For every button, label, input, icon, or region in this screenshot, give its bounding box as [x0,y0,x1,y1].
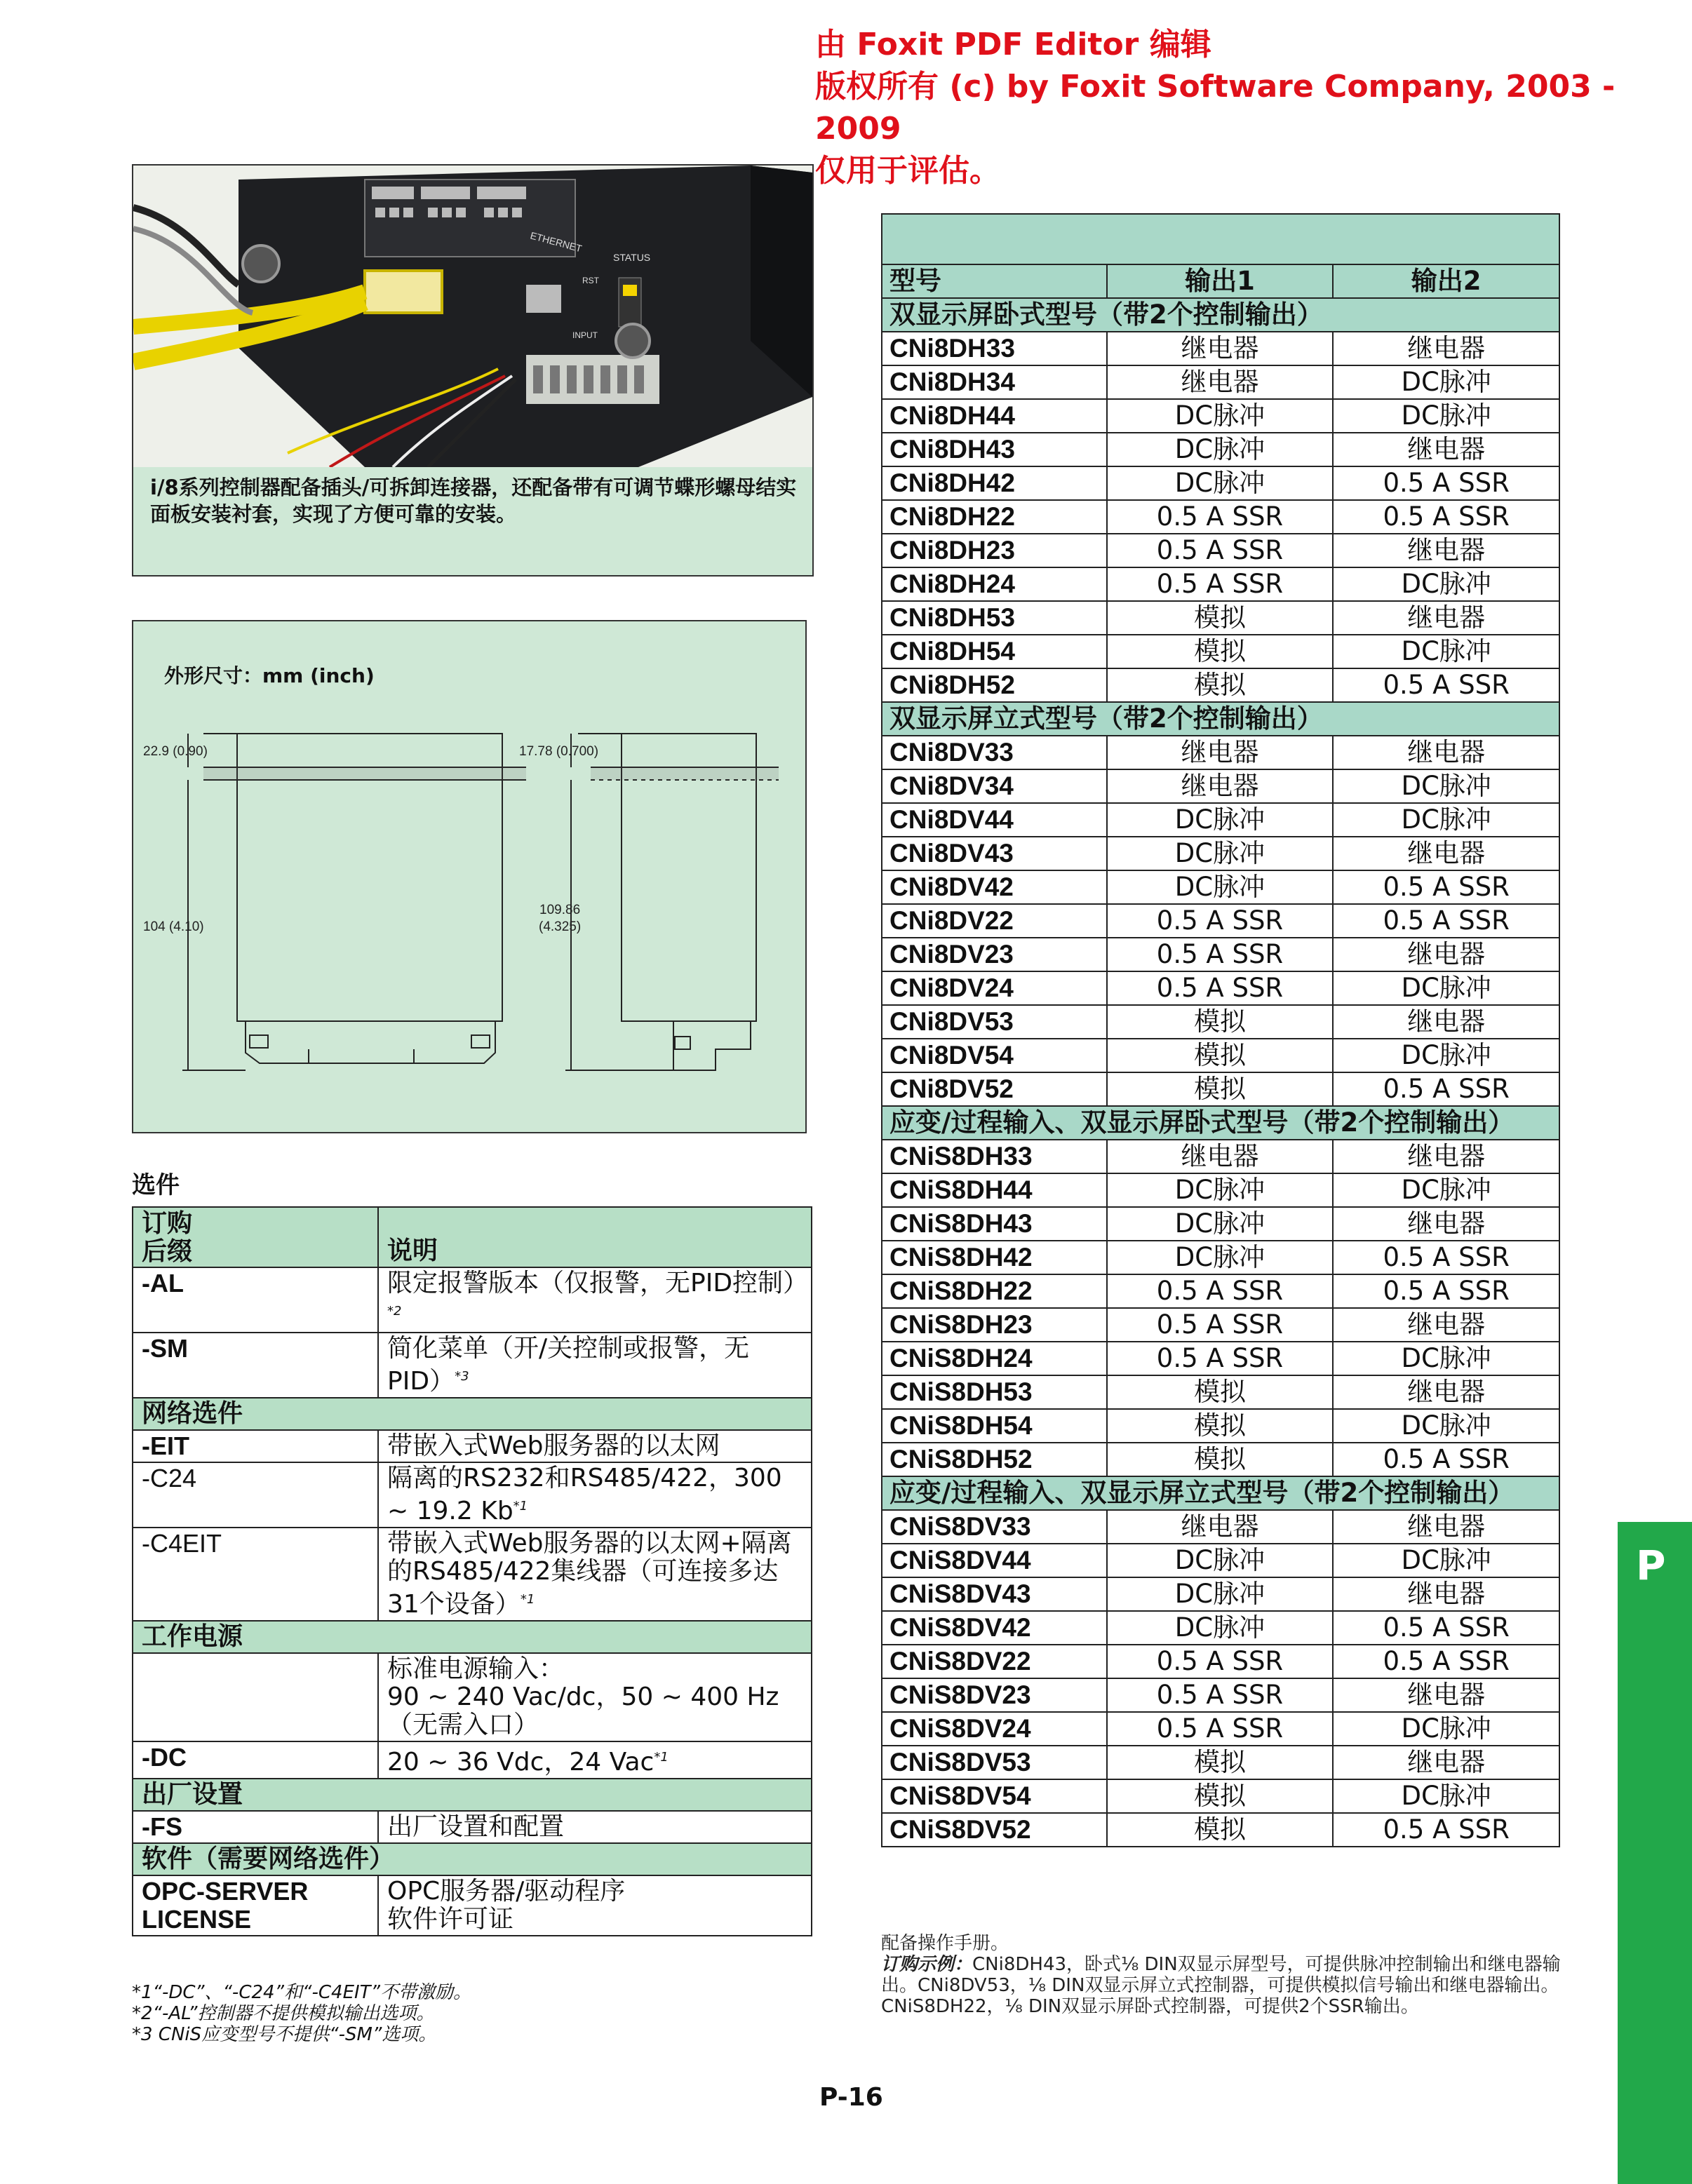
dim-depth-label: 22.9 (0.90) [143,744,208,759]
model-output-1: 0.5 A SSR [1107,567,1334,601]
model-output-1: 0.5 A SSR [1107,971,1334,1005]
dim-height-vertical-label [539,902,581,936]
option-code: OPC-SERVER LICENSE [133,1875,378,1936]
reset-label: RST [582,276,599,285]
model-number: CNi8DH23 [882,534,1107,567]
model-output-2: DC脉冲 [1333,1712,1559,1746]
option-code [133,1653,378,1741]
model-output-1: DC脉冲 [1107,870,1334,904]
option-code: -C24 [133,1462,378,1528]
option-footnote-ref: *1 [520,1592,535,1607]
model-output-2: DC脉冲 [1333,399,1559,433]
options-header-desc: 说明 [378,1207,812,1267]
model-output-1: 继电器 [1107,332,1334,365]
model-row [882,1342,1559,1375]
model-number: CNi8DH52 [882,668,1107,702]
model-output-2: 0.5 A SSR [1333,1443,1559,1476]
model-output-1: DC脉冲 [1107,1544,1334,1577]
ethernet-port-label: ETHERNET [529,229,584,255]
model-output-1: 0.5 A SSR [1107,1274,1334,1308]
model-output-2: 继电器 [1333,736,1559,769]
model-row [882,1072,1559,1106]
options-group-label: 软件（需要网络选件） [133,1843,812,1875]
model-output-1: DC脉冲 [1107,466,1334,500]
footnotes [132,1982,471,2045]
model-number: CNiS8DH42 [882,1241,1107,1274]
options-row [133,1267,812,1333]
model-output-1: 继电器 [1107,769,1334,803]
model-number: CNi8DV34 [882,769,1107,803]
model-output-1: 模拟 [1107,1375,1334,1409]
model-row [882,1409,1559,1443]
model-row [882,1375,1559,1409]
model-number: CNi8DV53 [882,1005,1107,1039]
model-table-header-cell: 输出1 [1107,264,1334,298]
dim-height-label: 104 (4.10) [143,919,204,934]
model-number: CNi8DH34 [882,365,1107,399]
model-row [882,668,1559,702]
model-number: CNiS8DH43 [882,1207,1107,1241]
model-output-1: 模拟 [1107,601,1334,635]
model-row [882,870,1559,904]
model-output-1: DC脉冲 [1107,1241,1334,1274]
model-number: CNi8DV43 [882,837,1107,870]
model-output-2: DC脉冲 [1333,803,1559,837]
model-number: CNiS8DH54 [882,1409,1107,1443]
options-group-label: 出厂设置 [133,1779,812,1811]
model-output-1: 模拟 [1107,668,1334,702]
option-description: 20 ~ 36 Vdc，24 Vac$^{*1}$ [378,1741,812,1779]
watermark-line-3: 仅用于评估。 [815,153,1000,189]
model-output-1: 0.5 A SSR [1107,1645,1334,1678]
options-row [133,1430,812,1462]
model-output-2: DC脉冲 [1333,1409,1559,1443]
model-row [882,1678,1559,1712]
footnote: *2“-AL”控制器不提供模拟输出选项。 [132,2003,435,2024]
model-row [882,567,1559,601]
model-output-1: 0.5 A SSR [1107,1712,1334,1746]
photo-caption: i/8系列控制器配备插头/可拆卸连接器，还配备带有可调节蝶形螺母结实面板安装衬套，实现了方便可靠的安装。 [150,476,797,526]
model-row [882,399,1559,433]
model-row [882,1510,1559,1544]
option-description: 简化菜单（开/关控制或报警，无PID）$^{*3}$ [378,1333,812,1398]
option-description: 隔离的RS232和RS485/422，300 ~ 19.2 Kb$^{*1}$ [378,1462,812,1528]
options-row [133,1653,812,1741]
model-row [882,1207,1559,1241]
option-description: 带嵌入式Web服务器的以太网+隔离的RS485/422集线器（可连接多达31个设备）$^{*1}$ [378,1528,812,1621]
model-number: CNiS8DH52 [882,1443,1107,1476]
model-number: CNi8DV23 [882,938,1107,971]
model-output-1: 继电器 [1107,736,1334,769]
model-row [882,1544,1559,1577]
model-number: CNiS8DH33 [882,1140,1107,1173]
model-table-header-cell: 输出2 [1333,264,1559,298]
foxit-watermark [815,24,1692,192]
option-description: 限定报警版本（仅报警，无PID控制）$^{*2}$ [378,1267,812,1333]
model-group-title: 应变/过程输入、双显示屏立式型号（带2个控制输出） [882,1476,1559,1510]
product-photo-panel [132,164,814,577]
model-output-1: 模拟 [1107,1813,1334,1847]
model-output-1: DC脉冲 [1107,399,1334,433]
model-number: CNi8DV44 [882,803,1107,837]
model-group-row [882,1106,1559,1140]
model-number: CNi8DV42 [882,870,1107,904]
model-row [882,534,1559,567]
model-number: CNiS8DV52 [882,1813,1107,1847]
options-group-row [133,1398,812,1430]
dim-height-vertical-inch: (4.325) [539,919,582,934]
options-row [133,1875,812,1936]
dimension-drawing [133,621,808,1135]
model-row [882,1140,1559,1173]
model-output-2: 0.5 A SSR [1333,500,1559,534]
model-output-2: 继电器 [1333,1207,1559,1241]
model-output-2: 0.5 A SSR [1333,1611,1559,1645]
options-group-row [133,1621,812,1653]
model-row [882,635,1559,668]
model-output-1: 模拟 [1107,1746,1334,1779]
model-group-title: 双显示屏立式型号（带2个控制输出） [882,702,1559,736]
option-code: -AL [133,1267,378,1333]
model-output-1: DC脉冲 [1107,1611,1334,1645]
model-output-2: 继电器 [1333,1375,1559,1409]
model-output-1: 0.5 A SSR [1107,1678,1334,1712]
option-description: OPC服务器/驱动程序 软件许可证 [378,1875,812,1936]
model-output-2: DC脉冲 [1333,1342,1559,1375]
model-row [882,837,1559,870]
model-row [882,1577,1559,1611]
model-number: CNiS8DH24 [882,1342,1107,1375]
model-output-1: 模拟 [1107,1005,1334,1039]
model-number: CNiS8DV43 [882,1577,1107,1611]
model-group-row [882,298,1559,332]
model-number: CNiS8DH22 [882,1274,1107,1308]
model-number: CNiS8DH53 [882,1375,1107,1409]
model-table-header-cell: 型号 [882,264,1107,298]
model-number: CNiS8DH23 [882,1308,1107,1342]
model-number: CNi8DH42 [882,466,1107,500]
model-row [882,332,1559,365]
option-footnote-ref: *3 [455,1369,469,1384]
model-output-2: DC脉冲 [1333,1173,1559,1207]
model-output-1: 0.5 A SSR [1107,904,1334,938]
dim-depth-vertical-label: 17.78 (0.700) [519,744,599,759]
model-number: CNiS8DV23 [882,1678,1107,1712]
option-code: -SM [133,1333,378,1398]
model-output-2: 继电器 [1333,534,1559,567]
model-group-row [882,1476,1559,1510]
section-side-tab [1618,1522,1692,2184]
footnote: *1“-DC”、“-C24”和“-C4EIT”不带激励。 [132,1982,472,2003]
manual-note: 配备操作手册。 [881,1933,1009,1954]
model-group-title: 双显示屏卧式型号（带2个控制输出） [882,298,1559,332]
model-number: CNi8DH22 [882,500,1107,534]
model-row [882,1308,1559,1342]
model-output-1: 继电器 [1107,1140,1334,1173]
model-row [882,938,1559,971]
model-output-2: DC脉冲 [1333,971,1559,1005]
model-group-row [882,702,1559,736]
option-footnote-ref: *2 [387,1304,402,1319]
model-output-1: 模拟 [1107,1409,1334,1443]
options-table [132,1206,812,1936]
ordering-notes [881,1933,1569,2017]
dim-height-vertical-value: 109.86 [539,903,581,917]
model-output-2: 0.5 A SSR [1333,668,1559,702]
options-row [133,1741,812,1779]
model-output-2: 继电器 [1333,1308,1559,1342]
model-row [882,1746,1559,1779]
option-code: -EIT [133,1430,378,1462]
model-row [882,1005,1559,1039]
status-label: STATUS [613,252,651,263]
model-output-2: 0.5 A SSR [1333,1645,1559,1678]
model-number: CNi8DH54 [882,635,1107,668]
model-row [882,1813,1559,1847]
model-table-title-cell [882,214,1559,264]
model-number: CNiS8DV24 [882,1712,1107,1746]
side-tab-letter: P [1636,1542,1666,1589]
model-row [882,1241,1559,1274]
model-output-2: 继电器 [1333,1140,1559,1173]
model-row [882,904,1559,938]
model-output-1: DC脉冲 [1107,433,1334,466]
model-output-1: 0.5 A SSR [1107,500,1334,534]
model-number: CNi8DV33 [882,736,1107,769]
options-group-row [133,1779,812,1811]
model-output-2: DC脉冲 [1333,1039,1559,1072]
model-number: CNi8DV54 [882,1039,1107,1072]
model-row [882,433,1559,466]
options-header-code: 订购 后缀 [133,1207,378,1267]
model-number: CNi8DH44 [882,399,1107,433]
model-output-1: DC脉冲 [1107,1207,1334,1241]
dimensions-panel [132,620,807,1133]
option-code: -DC [133,1741,378,1779]
ordering-example-label: 订购示例： [881,1954,973,1975]
options-header-row [133,1207,812,1267]
model-output-1: 模拟 [1107,1779,1334,1813]
model-output-2: 0.5 A SSR [1333,1241,1559,1274]
model-number: CNi8DH33 [882,332,1107,365]
model-number: CNi8DV22 [882,904,1107,938]
model-row [882,1645,1559,1678]
model-output-2: 0.5 A SSR [1333,1274,1559,1308]
model-output-2: 继电器 [1333,1678,1559,1712]
model-number: CNiS8DV22 [882,1645,1107,1678]
model-output-2: DC脉冲 [1333,1779,1559,1813]
model-output-1: DC脉冲 [1107,1173,1334,1207]
model-output-2: DC脉冲 [1333,635,1559,668]
model-number: CNi8DH43 [882,433,1107,466]
model-output-1: DC脉冲 [1107,837,1334,870]
options-section-title: 选件 [132,1171,180,1199]
model-output-2: 0.5 A SSR [1333,1813,1559,1847]
model-output-1: 继电器 [1107,365,1334,399]
model-output-1: 0.5 A SSR [1107,534,1334,567]
watermark-line-1: 由 Foxit PDF Editor 编辑 [815,27,1211,62]
model-row [882,1712,1559,1746]
model-output-2: 0.5 A SSR [1333,1072,1559,1106]
model-output-2: DC脉冲 [1333,1544,1559,1577]
options-row [133,1333,812,1398]
model-output-1: 0.5 A SSR [1107,1342,1334,1375]
ordering-example [881,1954,1569,2017]
options-group-row [133,1843,812,1875]
model-output-2: DC脉冲 [1333,769,1559,803]
model-output-2: 继电器 [1333,1510,1559,1544]
model-number: CNiS8DV33 [882,1510,1107,1544]
model-output-1: DC脉冲 [1107,803,1334,837]
model-table-title-row [882,214,1559,264]
model-output-1: 0.5 A SSR [1107,1308,1334,1342]
watermark-line-2: 版权所有 (c) by Foxit Software Company, 2003 - 2009 [815,69,1616,147]
model-output-2: 0.5 A SSR [1333,466,1559,500]
option-footnote-ref: *1 [654,1750,669,1765]
model-row [882,365,1559,399]
model-output-1: 模拟 [1107,635,1334,668]
option-footnote-ref: *1 [513,1499,528,1514]
options-row [133,1528,812,1621]
option-code: -C4EIT [133,1528,378,1621]
model-output-1: 模拟 [1107,1443,1334,1476]
model-row [882,500,1559,534]
options-row [133,1462,812,1528]
model-number: CNiS8DV44 [882,1544,1107,1577]
model-output-1: 0.5 A SSR [1107,938,1334,971]
footnote: *3 CNiS应变型号不提供“-SM”选项。 [132,2024,437,2045]
model-row [882,1039,1559,1072]
model-number: CNi8DV24 [882,971,1107,1005]
dimensions-title: 外形尺寸：mm (inch) [164,664,375,687]
model-output-2: 继电器 [1333,1005,1559,1039]
model-number: CNi8DV52 [882,1072,1107,1106]
model-row [882,803,1559,837]
model-number: CNi8DH53 [882,601,1107,635]
model-output-2: DC脉冲 [1333,365,1559,399]
page-number: P-16 [819,2083,883,2112]
model-row [882,601,1559,635]
model-output-2: 继电器 [1333,938,1559,971]
model-output-2: 继电器 [1333,332,1559,365]
input-label: INPUT [572,330,598,340]
model-output-1: 模拟 [1107,1039,1334,1072]
model-output-1: DC脉冲 [1107,1577,1334,1611]
model-number: CNiS8DV42 [882,1611,1107,1645]
model-output-1: 继电器 [1107,1510,1334,1544]
model-output-2: 0.5 A SSR [1333,904,1559,938]
model-output-2: 继电器 [1333,1746,1559,1779]
model-output-1: 模拟 [1107,1072,1334,1106]
product-photo [133,166,812,467]
model-table [881,213,1560,1847]
option-description: 出厂设置和配置 [378,1811,812,1843]
model-row [882,1173,1559,1207]
model-number: CNi8DH24 [882,567,1107,601]
option-description: 带嵌入式Web服务器的以太网 [378,1430,812,1462]
model-row [882,1779,1559,1813]
option-code: -FS [133,1811,378,1843]
model-output-2: 继电器 [1333,837,1559,870]
model-number: CNiS8DH44 [882,1173,1107,1207]
model-row [882,1443,1559,1476]
model-group-title: 应变/过程输入、双显示屏卧式型号（带2个控制输出） [882,1106,1559,1140]
model-table-header-row [882,264,1559,298]
model-output-2: 继电器 [1333,1577,1559,1611]
model-row [882,736,1559,769]
model-row [882,769,1559,803]
model-output-2: 继电器 [1333,433,1559,466]
model-number: CNiS8DV53 [882,1746,1107,1779]
options-row [133,1811,812,1843]
model-row [882,466,1559,500]
model-row [882,1274,1559,1308]
options-group-label: 工作电源 [133,1621,812,1653]
option-description: 标准电源输入： 90 ~ 240 Vac/dc，50 ~ 400 Hz（无需入口） [378,1653,812,1741]
model-output-2: 继电器 [1333,601,1559,635]
model-row [882,971,1559,1005]
ordering-example-text: CNi8DH43，卧式⅛ DIN双显示屏型号，可提供脉冲控制输出和继电器输出。CNi8DV53，⅛ DIN双显示屏立式控制器，可提供模拟信号输出和继电器输出。CNiS8DH22，⅛ DIN双显示屏卧式控制器，可提供2个SSR输出。 [881,1954,1561,2017]
options-group-label: 网络选件 [133,1398,812,1430]
model-output-2: DC脉冲 [1333,567,1559,601]
model-output-2: 0.5 A SSR [1333,870,1559,904]
controller-photo-illustration [133,166,812,467]
model-number: CNiS8DV54 [882,1779,1107,1813]
model-row [882,1611,1559,1645]
